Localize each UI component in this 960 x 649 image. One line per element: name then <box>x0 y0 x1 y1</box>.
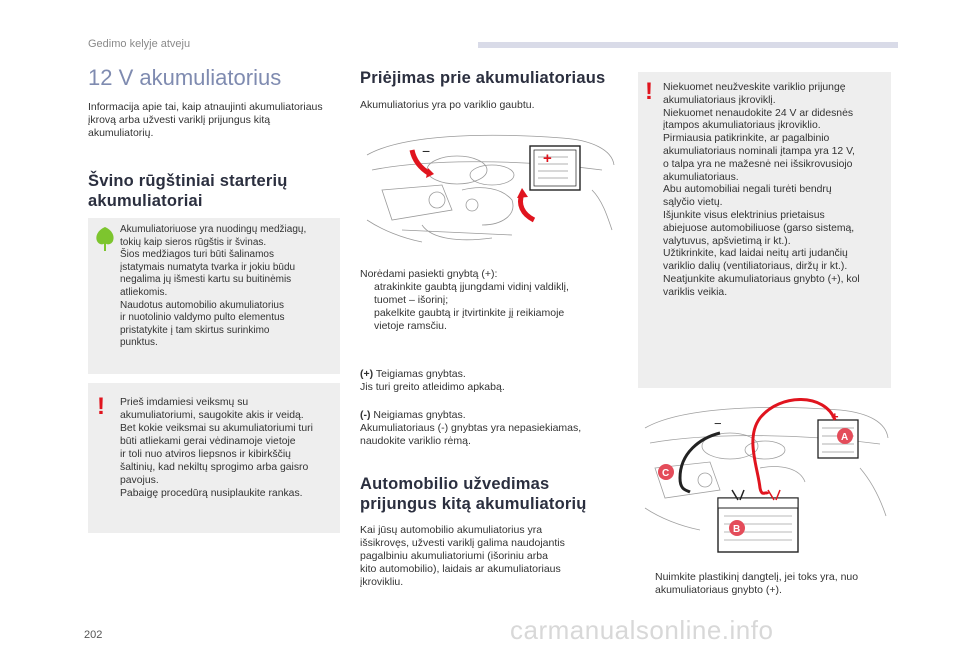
eco-line: atliekomis. <box>120 286 168 298</box>
eco-line: Akumuliatoriuose yra nuodingų medžiagų, <box>120 224 307 235</box>
warning-jumpstart-text: Niekuomet neužveskite variklio prijungę akumuliatoriaus įkroviklį. Niekuomet nenaudokite 24 V ar didesnės įtampos akumuliatoriaus įkroviklio. Pirmiausia patikrinkite, ar pagalbinio akumuliatoriaus nominali įtampa yra 12 V, o talpa yra ne mažesnė nei išsikrovusiojo akumuliatoriaus. Abu automobiliai negali turėti bendrų sąlyčio vietų. Išjunkite visus elektrinius prietaisus abiejuose automobiliuose (garso sistemą, valytuvus, apšvietimą ir kt.). Užtikrinkite, kad laidai neitų arti judančių variklio dalių (ventiliatoriaus, diržų ir kt.). Neatjunkite akumuliatoriaus gnybto (+), kol variklis veikia. <box>663 82 860 298</box>
arrow-icon <box>641 571 655 597</box>
minus-symbol: (-) <box>360 409 371 421</box>
warning-line: šaltinių, kad nekiltų sprogimo arba gaisro <box>120 462 309 473</box>
warning-line: Prieš imdamiesi veiksmų su <box>120 397 249 408</box>
section-label: Gedimo kelyje atveju <box>88 38 191 50</box>
intro-text: Informacija apie tai, kaip atnaujinti akumuliatoriaus įkrovą arba užvesti variklį prijungus kitą akumuliatorių. <box>88 101 323 139</box>
marker-c: C <box>662 468 670 479</box>
svg-text:−: − <box>422 143 431 159</box>
leaf-icon <box>94 226 116 252</box>
svg-text:+: + <box>543 150 552 167</box>
plus-terminal-text: (+) Teigiamas gnybtas. Jis turi greito atleidimo apkabą. <box>360 368 505 393</box>
eco-line: įstatymais numatyta tvarka ir jokiu būdu <box>120 261 296 273</box>
eco-line: negalima jų išmesti kartu su buitinėmis <box>120 274 292 286</box>
page-title: 12 V akumuliatorius <box>88 65 282 90</box>
warning-icon: ! <box>97 393 105 420</box>
warning-line: ir toli nuo atviros liepsnos ir kibirkščių <box>120 449 291 460</box>
page-number: 202 <box>84 629 103 641</box>
lead-acid-heading: Švino rūgštiniai starterių akumuliatoriai <box>88 172 288 210</box>
jumpstart-heading: Automobilio užvedimas prijungus kitą akumuliatorių <box>360 475 587 513</box>
marker-b: B <box>733 524 741 535</box>
warning-line: akumuliatoriumi, saugokite akis ir veidą. <box>120 410 304 421</box>
warning-line: Pabaigę procedūrą nusiplaukite rankas. <box>120 488 303 499</box>
jumpstart-text: Kai jūsų automobilio akumuliatorius yra išsikrovęs, užvesti variklį galima naudojantis pagalbiniu akumuliatoriumi (išoriniu arba kito automobilio), laidais ar akumuliatoriaus įkrovikliu. <box>360 524 565 588</box>
eco-line: punktus. <box>120 337 158 349</box>
eco-note-text <box>120 224 335 350</box>
marker-a: A <box>841 432 849 443</box>
step-item: atrakinkite gaubtą įjungdami vidinį valdiklį, tuomet – išorinį; <box>360 281 610 307</box>
eco-line: ir nuotolinio valdymo pulto elementus <box>120 312 285 324</box>
eco-line: Šios medžiagos turi būti šalinamos <box>120 249 274 261</box>
jumpstart-diagram <box>640 398 890 556</box>
eco-line: pristatykite į tam skirtus surinkimo <box>120 324 270 336</box>
warning-icon: ! <box>645 78 653 105</box>
warning-safety-text <box>120 396 335 500</box>
warning-line: pavojus. <box>120 475 159 486</box>
jumpstart-step: Nuimkite plastikinį dangtelį, jei toks yra, nuo akumuliatoriaus gnybto (+). <box>641 571 891 597</box>
warning-line: būti atliekami gerai vėdinamoje vietoje <box>120 436 296 447</box>
arrow-icon <box>360 281 374 307</box>
warning-line: Bet kokie veiksmai su akumuliatoriumi turi <box>120 423 313 434</box>
access-heading: Priėjimas prie akumuliatoriaus <box>360 69 606 87</box>
svg-text:+: + <box>831 409 839 424</box>
access-text: Akumuliatorius yra po variklio gaubtu. <box>360 99 535 111</box>
eco-line: Naudotus automobilio akumuliatorius <box>120 299 284 311</box>
steps-intro: Norėdami pasiekti gnybtą (+): <box>360 268 498 280</box>
arrow-icon <box>360 307 374 333</box>
svg-text:−: − <box>714 416 722 431</box>
watermark: carmanualsonline.info <box>510 615 774 645</box>
step-item: pakelkite gaubtą ir įtvirtinkite jį reikiamoje vietoje ramsčiu. <box>360 307 610 333</box>
access-steps <box>360 268 610 333</box>
eco-line: tokių kaip sieros rūgštis ir švinas. <box>120 236 267 248</box>
plus-symbol: (+) <box>360 368 374 380</box>
minus-terminal-text: (-) Neigiamas gnybtas. Akumuliatoriaus (-) gnybtas yra nepasiekiamas, naudokite variklio rėmą. <box>360 409 582 447</box>
engine-bay-illustration <box>362 130 617 245</box>
header-bar <box>478 42 898 48</box>
